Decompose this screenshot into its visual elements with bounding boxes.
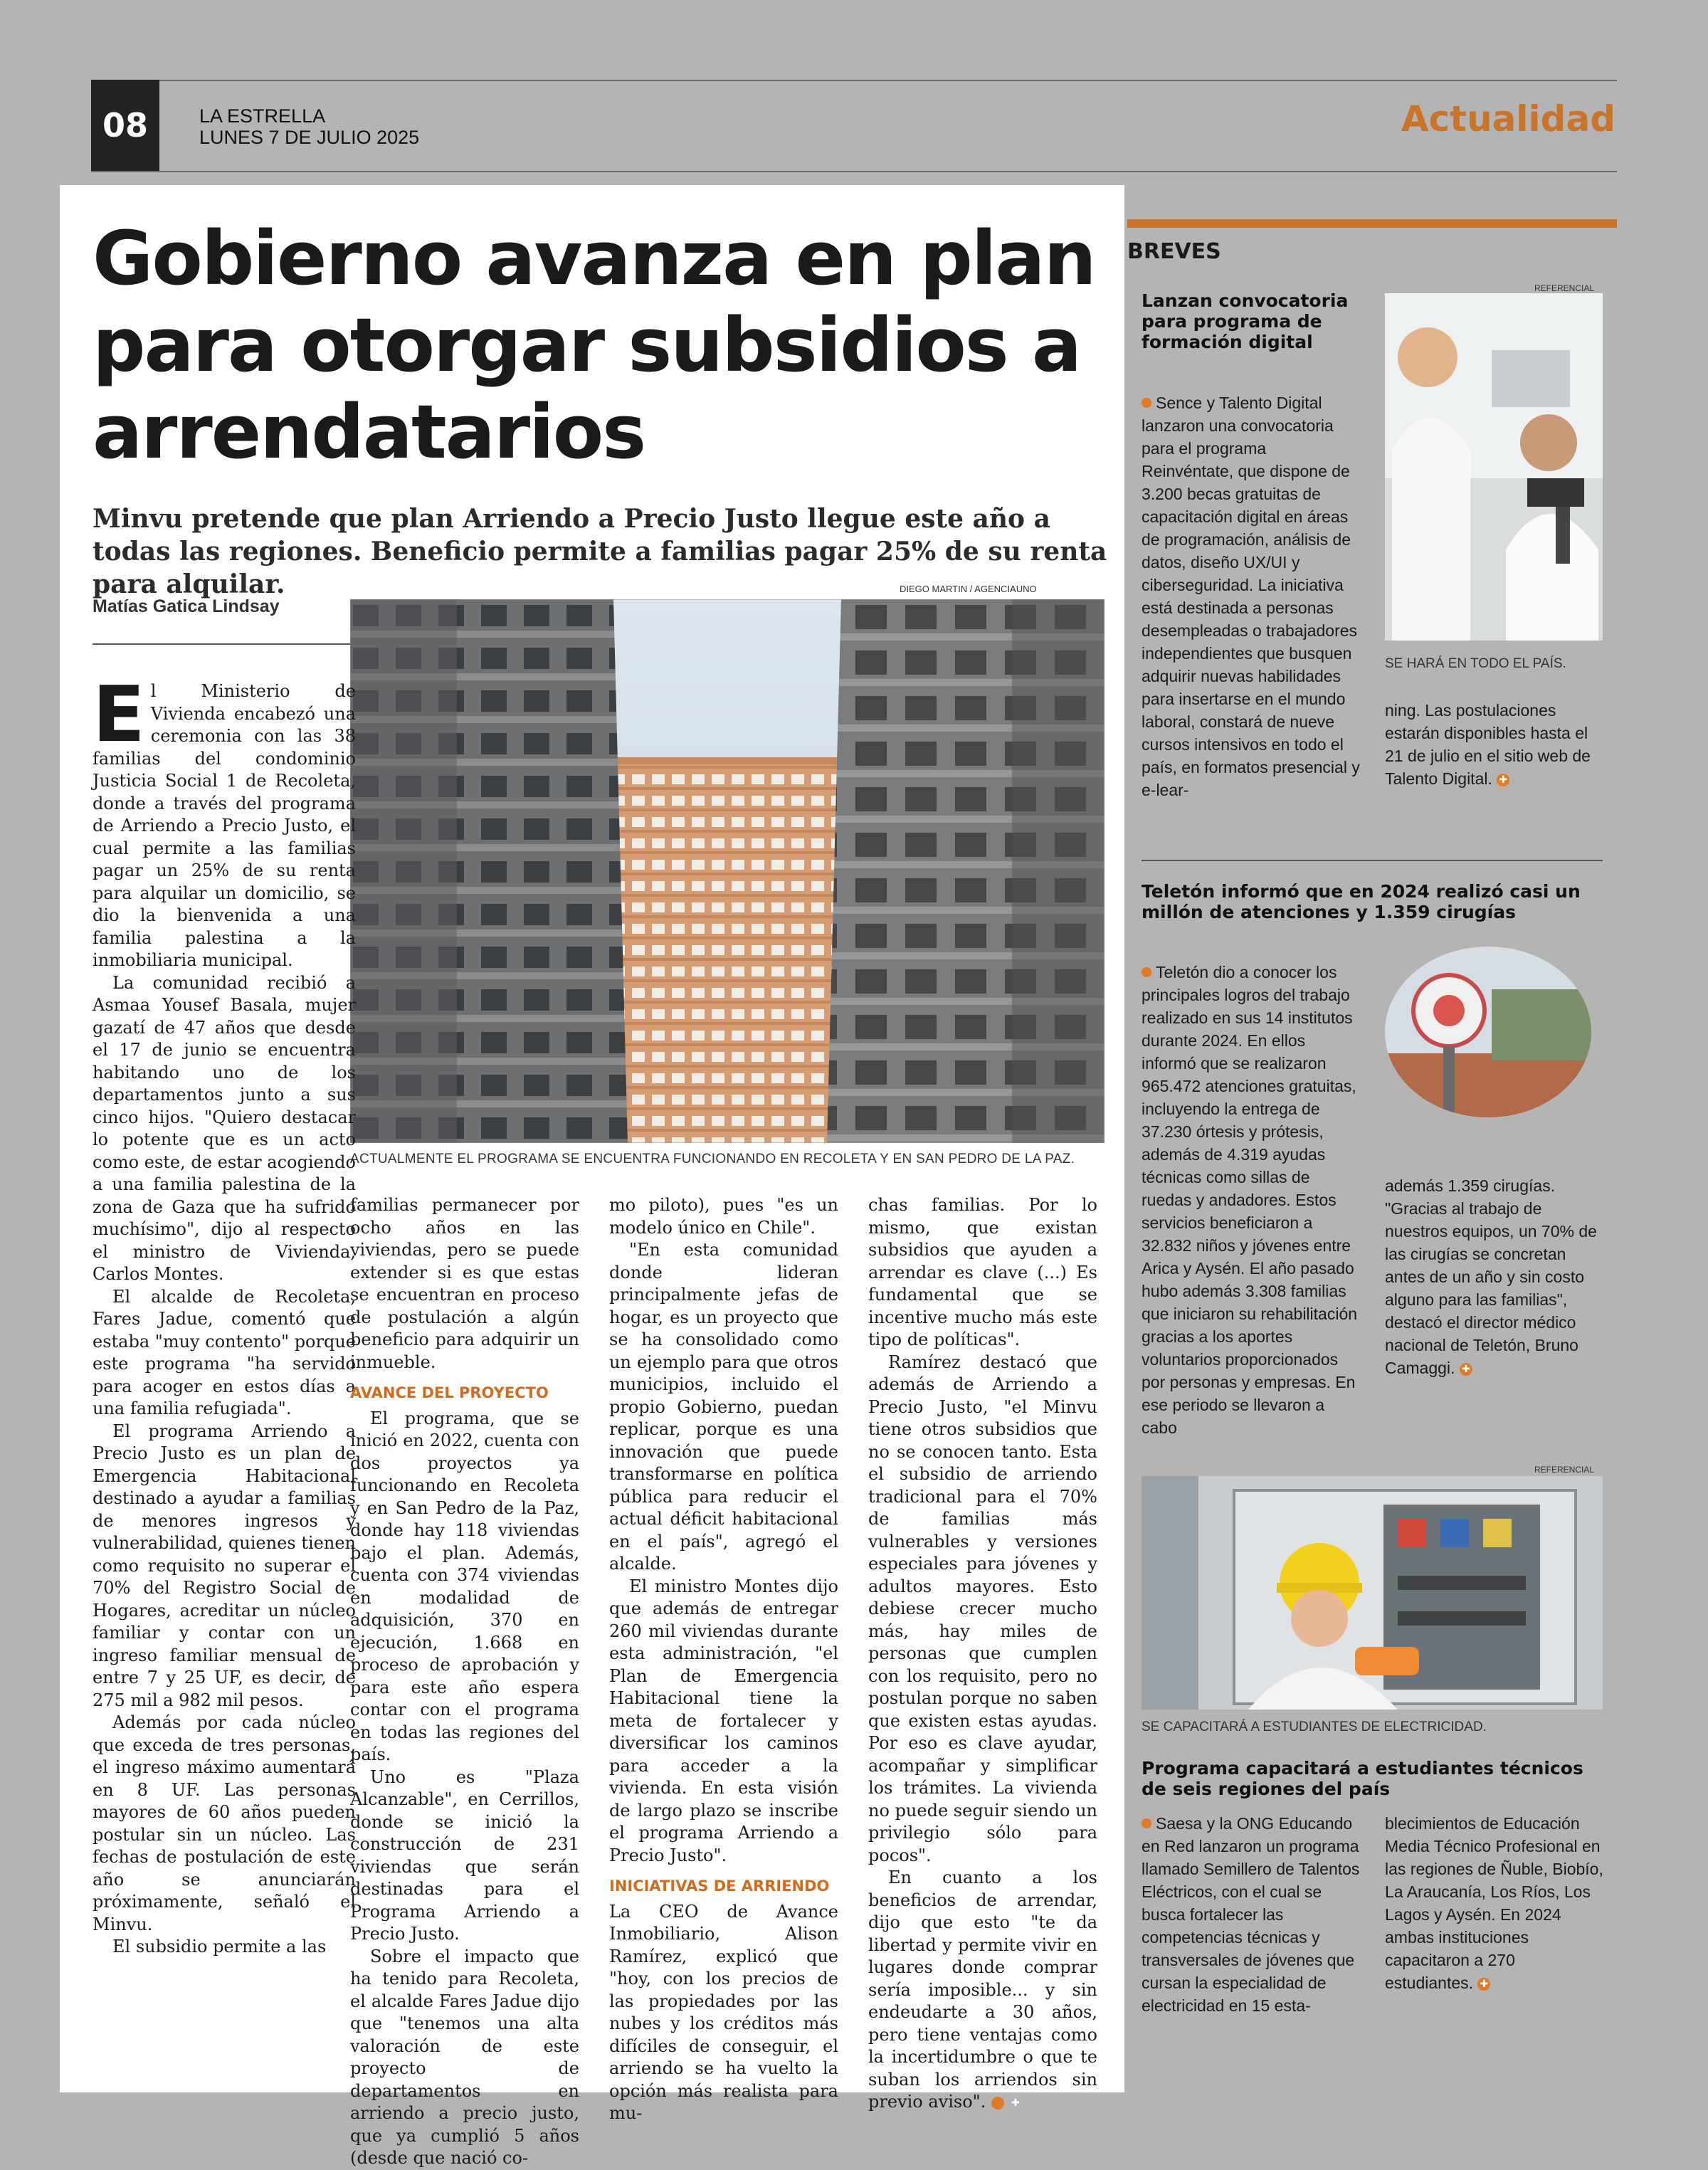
paragraph: El programa Arriendo a Precio Justo es un plan de Emergencia Habitacional destinado a ayudar a familias de menores ingresos y vulnerabilidad, quienes tienen como requisito no superar el 70% del Registro Social de Hogares, acreditar un núcleo familiar y contar con un ingreso familiar mensual de entre 7 y 25 UF, es decir, de 275 mil a 982 mil pesos. [93,1421,356,1710]
photo-caption: ACTUALMENTE EL PROGRAMA SE ENCUENTRA FUNCIONANDO EN RECOLETA Y EN SAN PEDRO DE LA PAZ. [350,1152,1075,1166]
subhead-avance: AVANCE DEL PROYECTO [350,1384,549,1401]
brief-1-text-b [1385,699,1606,790]
brief-2-text-a [1142,961,1362,1439]
headline-line: arrendatarios [93,389,645,475]
article-column-1 [93,670,356,1959]
teleton-sign-illustration [1385,947,1591,1117]
brief-2-title: Teletón informó que en 2024 realizó casi un millón de atenciones y 1.359 cirugías [1142,881,1581,922]
brief-1-photo [1385,293,1603,641]
drop-cap: E [93,670,145,759]
article-column-3 [609,1194,838,2125]
brief-3-title: Programa capacitará a estudiantes técnicos de seis regiones del país [1142,1758,1583,1799]
header-bottom-rule [91,171,1617,172]
brief-1-photo-ref: REFERENCIAL [1534,283,1595,293]
breves-label: BREVES [1127,239,1221,264]
brief-3-photo-caption: SE CAPACITARÁ A ESTUDIANTES DE ELECTRICIDAD. [1142,1719,1487,1734]
paragraph [868,1867,1097,2114]
end-mark-icon: ✚ [991,2097,1004,2110]
brief-3-text-a [1142,1812,1362,2017]
paragraph: La comunidad recibió a Asmaa Yousef Basala, mujer gazatí de 47 años que desde el 17 de junio se encuentra habitando uno de los departamentos junto a sus cinco hijos. "Quiero destacar lo potente que es un acto como este, de estar acogiendo a una familia palestina de la zona de Gaza que ha sufrido muchísimo", dijo al respecto el ministro de Vivienda, Carlos Montes. [93,972,356,1284]
brief-2-text-a-body: Teletón dio a conocer los principales logros del trabajo realizado en sus 14 institutos durante 2024. En ellos informó que se realizaron 965.472 atenciones gratuitas, incluyendo la entrega de 37.230 órtesis y prótesis, además de 4.319 ayudas técnicas como sillas de ruedas y andadores. Estos servicios beneficiaron a 32.832 niños y jóvenes entre Arica y Aysén. El año pasado hubo además 3.308 familias que iniciaron su rehabilitación gracias a los aportes voluntarios proporcionados por personas y empresas. En ese periodo se llevaron a cabo [1142,963,1358,1437]
publication-name: LA ESTRELLA [199,105,326,127]
brief-2-text-b-body: además 1.359 cirugías. "Gracias al trabajo de nuestros equipos, un 70% de las cirugías se concretan antes de un año y sin costo alguno para las familias", destacó el director médico nacional de Teletón, Bruno Camaggi. [1385,1176,1597,1377]
byline-rule [93,643,356,645]
bullet-icon [1142,967,1151,977]
deck-subtitle: Minvu pretende que plan Arriendo a Precio Justo llegue este año a todas las regiones. Beneficio permite a familias pagar 25% de su renta para alquilar. [93,504,1107,599]
brief-2-text-b [1385,1174,1606,1379]
paragraph: Sobre el impacto que ha tenido para Recoleta, el alcalde Fares Jadue dijo que "tenemos una alta valoración de este proyecto de departamentos en arriendo a precio justo, que ya cumplió 5 años (desde que nació co- [350,1946,579,2168]
students-illustration [1385,293,1603,641]
paragraph: Ramírez destacó que además de Arriendo a Precio Justo, "el Minvu tiene otros subsidios que no se conocen tanto. Esta el subsidio de arriendo tradicional para el 70% de familias más vulnerables y versiones especiales para jóvenes y adultos mayores. Esto debiese crecer mucho más, hay miles de personas que cumplen con los requisito, pero no postulan porque no saben que existen estas ayudas. Por eso es clave ayudar, acompañar y simplificar los trámites. La vivienda no puede seguir siendo un privilegio sólo para pocos". [868,1352,1097,1865]
author-byline: Matías Gatica Lindsay [93,596,280,616]
paragraph: chas familias. Por lo mismo, que existan subsidios que ayuden a arrendar es clave (...) Es fundamental que se incentive mucho más este tipo de políticas". [868,1195,1097,1349]
buildings-illustration [350,599,1105,1143]
photo-credit: DIEGO MARTIN / AGENCIAUNO [900,584,1037,594]
paragraph: Además por cada núcleo que exceda de tres personas, el ingreso máximo aumentará en 8 UF. Las personas mayores de 60 años pueden postular sin un núcleo. Las fechas de postulación de este año se anunciarán próximamente, señaló el Minvu. [93,1712,356,1934]
subhead-iniciativas: INICIATIVAS DE ARRIENDO [609,1877,830,1895]
brief-1-text-b-body: ning. Las postulaciones estarán disponibles hasta el 21 de julio en el sitio web de Talento Digital. [1385,701,1591,788]
section-title: Actualidad [1401,98,1615,139]
brief-3-photo [1142,1476,1603,1710]
article-column-2 [350,1194,579,2170]
paragraph: El ministro Montes dijo que además de entregar 260 mil viviendas durante esta administración, "el Plan de Emergencia Habitacional tiene la meta de fortalecer y diversificar los caminos para acceder a la vivienda. En esta visión de largo plazo se inscribe el programa Arriendo a Precio Justo". [609,1576,838,1865]
paragraph: Uno es "Plaza Alcanzable", en Cerrillos, donde se inició la construcción de 231 viviendas que serán destinadas para el Programa Arriendo a Precio Justo. [350,1766,579,1944]
headline [93,215,1103,475]
end-mark-icon: ✚ [1497,774,1509,786]
brief-3-text-a-body: Saesa y la ONG Educando en Red lanzaron un programa llamado Semillero de Talentos Eléctricos, con el cual se busca fortalecer las competencias técnicas y transversales de jóvenes que cursan la especialidad de electricidad en 15 esta- [1142,1814,1360,2015]
brief-1-text-a-body: Sence y Talento Digital lanzaron una convocatoria para el programa Reinvéntate, que dispone de 3.200 becas gratuitas de capacitación digital en áreas de programación, análisis de datos, diseño UX/UI y ciberseguridad. La iniciativa está destinada a personas desempleadas o trabajadores independientes que busquen adquirir nuevas habilidades para insertarse en el mundo laboral, constará de nueve cursos intensivos en todo el país, en formatos presencial y e-lear- [1142,394,1360,799]
header-top-rule [91,80,1617,81]
paragraph: El alcalde de Recoleta, Fares Jadue, comentó que estaba "muy contento" porque este programa "ha servido para acoger en estos días a una familia refugiada". [93,1286,356,1418]
end-mark-icon: ✚ [1477,1978,1490,1991]
paragraph-text: En cuanto a los beneficios de arrendar, dijo que esto "te da libertad y permite vivir en lugares donde comprar sería imposible... y sin endeudarte a 30 años, pero tiene ventajas como la incertidumbre o que te suban los arriendos sin previo aviso". [868,1868,1097,2112]
publication-info [199,105,419,148]
bullet-icon [1142,1818,1151,1828]
paragraph: El programa, que se inició en 2022, cuenta con dos proyectos ya funcionando en Recoleta y en San Pedro de la Paz, donde hay 118 viviendas bajo el plan. Además, cuenta con 374 viviendas en modalidad de adquisición, 370 en ejecución, 1.668 en proceso de aprobación y para este año espera contar con el programa en todas las regiones del país. [350,1408,579,1764]
headline-line: para otorgar subsidios a [93,302,1081,389]
headline-line: Gobierno avanza en plan [93,215,1095,302]
brief-separator [1142,860,1603,861]
buildings-photo [350,599,1105,1143]
electrician-illustration [1142,1476,1603,1710]
bullet-icon [1142,398,1151,408]
article-column-4 [868,1194,1097,2114]
brief-3-text-b [1385,1812,1606,1994]
paragraph: mo piloto), pues "es un modelo único en Chile". [609,1195,838,1238]
brief-1-text-a [1142,391,1362,801]
paragraph [93,670,356,972]
brief-1-title: Lanzan convocatoria para programa de formación digital [1142,290,1349,352]
brief-2-photo [1385,947,1591,1117]
brief-3-photo-ref: REFERENCIAL [1534,1465,1595,1475]
brief-3-text-b-body: blecimientos de Educación Media Técnico Profesional en las regiones de Ñuble, Biobío, La Araucanía, Los Ríos, Los Lagos y Aysén. En 2024 ambas instituciones capacitaron a 270 estudiantes. [1385,1814,1603,1992]
paragraph: La CEO de Avance Inmobiliario, Alison Ramírez, explicó que "hoy, con los precios de las propiedades por las nubes y los créditos más difíciles de conseguir, el arriendo se ha vuelto la opción más realista para mu- [609,1901,838,2123]
publication-date: LUNES 7 DE JULIO 2025 [199,127,420,148]
page-number: 08 [91,80,159,171]
breves-accent-bar [1127,219,1617,228]
paragraph-text: l Ministerio de Vivienda encabezó una ceremonia con las 38 familias del condominio Justicia Social 1 de Recoleta, donde a través del programa de Arriendo a Precio Justo, el cual permite a las familias pagar un 25% de su renta para alquilar un domicilio, se dio la bienvenida a una familia palestina a la inmobiliaria municipal. [93,681,356,970]
end-mark-icon: ✚ [1460,1363,1472,1376]
paragraph: El subsidio permite a las [112,1937,327,1956]
main-article [60,185,1124,2168]
paragraph: "En esta comunidad donde lideran principalmente jefas de hogar, es un proyecto que se ha consolidado como un ejemplo para que otros municipios, incluido el propio Gobierno, puedan replicar, porque es una innovación que puede transformarse en política pública para reducir el actual déficit habitacional en el país", agregó el alcalde. [609,1240,838,1574]
brief-1-photo-caption: SE HARÁ EN TODO EL PAÍS. [1385,656,1566,671]
paragraph: familias permanecer por ocho años en las viviendas, pero se puede extender si es que estas se encuentran en proceso de postulación a algún beneficio para adquirir un inmueble. [350,1195,579,1372]
